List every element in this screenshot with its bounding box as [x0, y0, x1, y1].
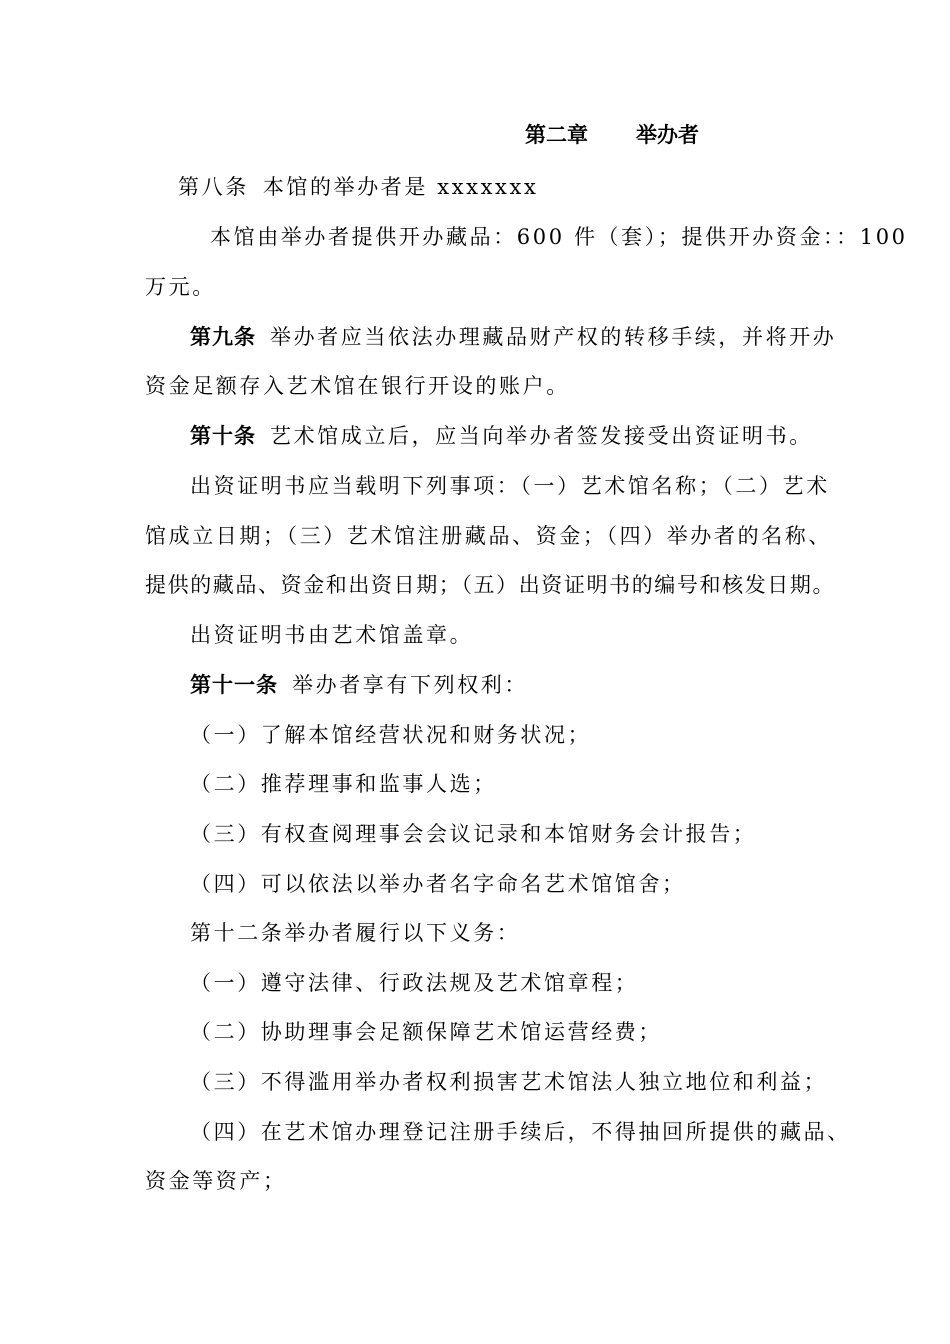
chapter-heading [525, 120, 699, 150]
article-9-lead: 第九条 [190, 325, 256, 349]
list-item: （二）推荐理事和监事人选； [190, 772, 497, 796]
list-item: （三）有权查阅理事会会议记录和本馆财务会计报告； [190, 822, 757, 846]
article-12-line: 第十二条举办者履行以下义务： [190, 921, 521, 945]
article-11-line [190, 670, 855, 700]
paragraph-line: 提供的藏品、资金和出资日期；（五）出资证明书的编号和核发日期。 [145, 573, 836, 597]
article-8-lead: 第八条 [178, 175, 249, 199]
list-item: （二）协助理事会足额保障艺术馆运营经费； [190, 1020, 662, 1044]
article-8-line [178, 172, 843, 202]
article-11-lead: 第十一条 [190, 673, 278, 697]
paragraph-line: 资金足额存入艺术馆在银行开设的账户。 [145, 374, 570, 398]
paragraph-line: 馆成立日期；（三）艺术馆注册藏品、资金；（四）举办者的名称、 [145, 524, 832, 548]
article-10-text: 艺术馆成立后，应当向举办者签发接受出资证明书。 [270, 424, 813, 448]
article-10-line [190, 421, 855, 451]
list-item: （四）可以依法以举办者名字命名艺术馆馆舍； [190, 872, 686, 896]
paragraph-line: 本馆由举办者提供开办藏品：600 件（套）；提供开办资金：：100 [210, 225, 908, 249]
list-item: （四）在艺术馆办理登记注册手续后，不得抽回所提供的藏品、 [190, 1120, 851, 1144]
list-item: （一）了解本馆经营状况和财务状况； [190, 723, 592, 747]
list-item: （一）遵守法律、行政法规及艺术馆章程； [190, 971, 639, 995]
chapter-label: 第二章 [525, 122, 588, 147]
paragraph-line: 出资证明书由艺术馆盖章。 [190, 623, 474, 647]
chapter-title: 举办者 [636, 122, 699, 147]
paragraph-line: 万元。 [145, 275, 216, 299]
article-8-text: 本馆的举办者是 xxxxxxx [262, 175, 539, 199]
article-11-text: 举办者享有下列权利： [292, 673, 528, 697]
article-10-lead: 第十条 [190, 424, 256, 448]
paragraph-line: 出资证明书应当载明下列事项：（一）艺术馆名称；（二）艺术 [190, 474, 830, 498]
list-item: （三）不得滥用举办者权利损害艺术馆法人独立地位和利益； [190, 1070, 828, 1094]
article-9-line [190, 322, 855, 352]
list-item-continuation: 资金等资产； [145, 1169, 287, 1193]
article-9-text: 举办者应当依法办理藏品财产权的转移手续，并将开办 [270, 325, 837, 349]
